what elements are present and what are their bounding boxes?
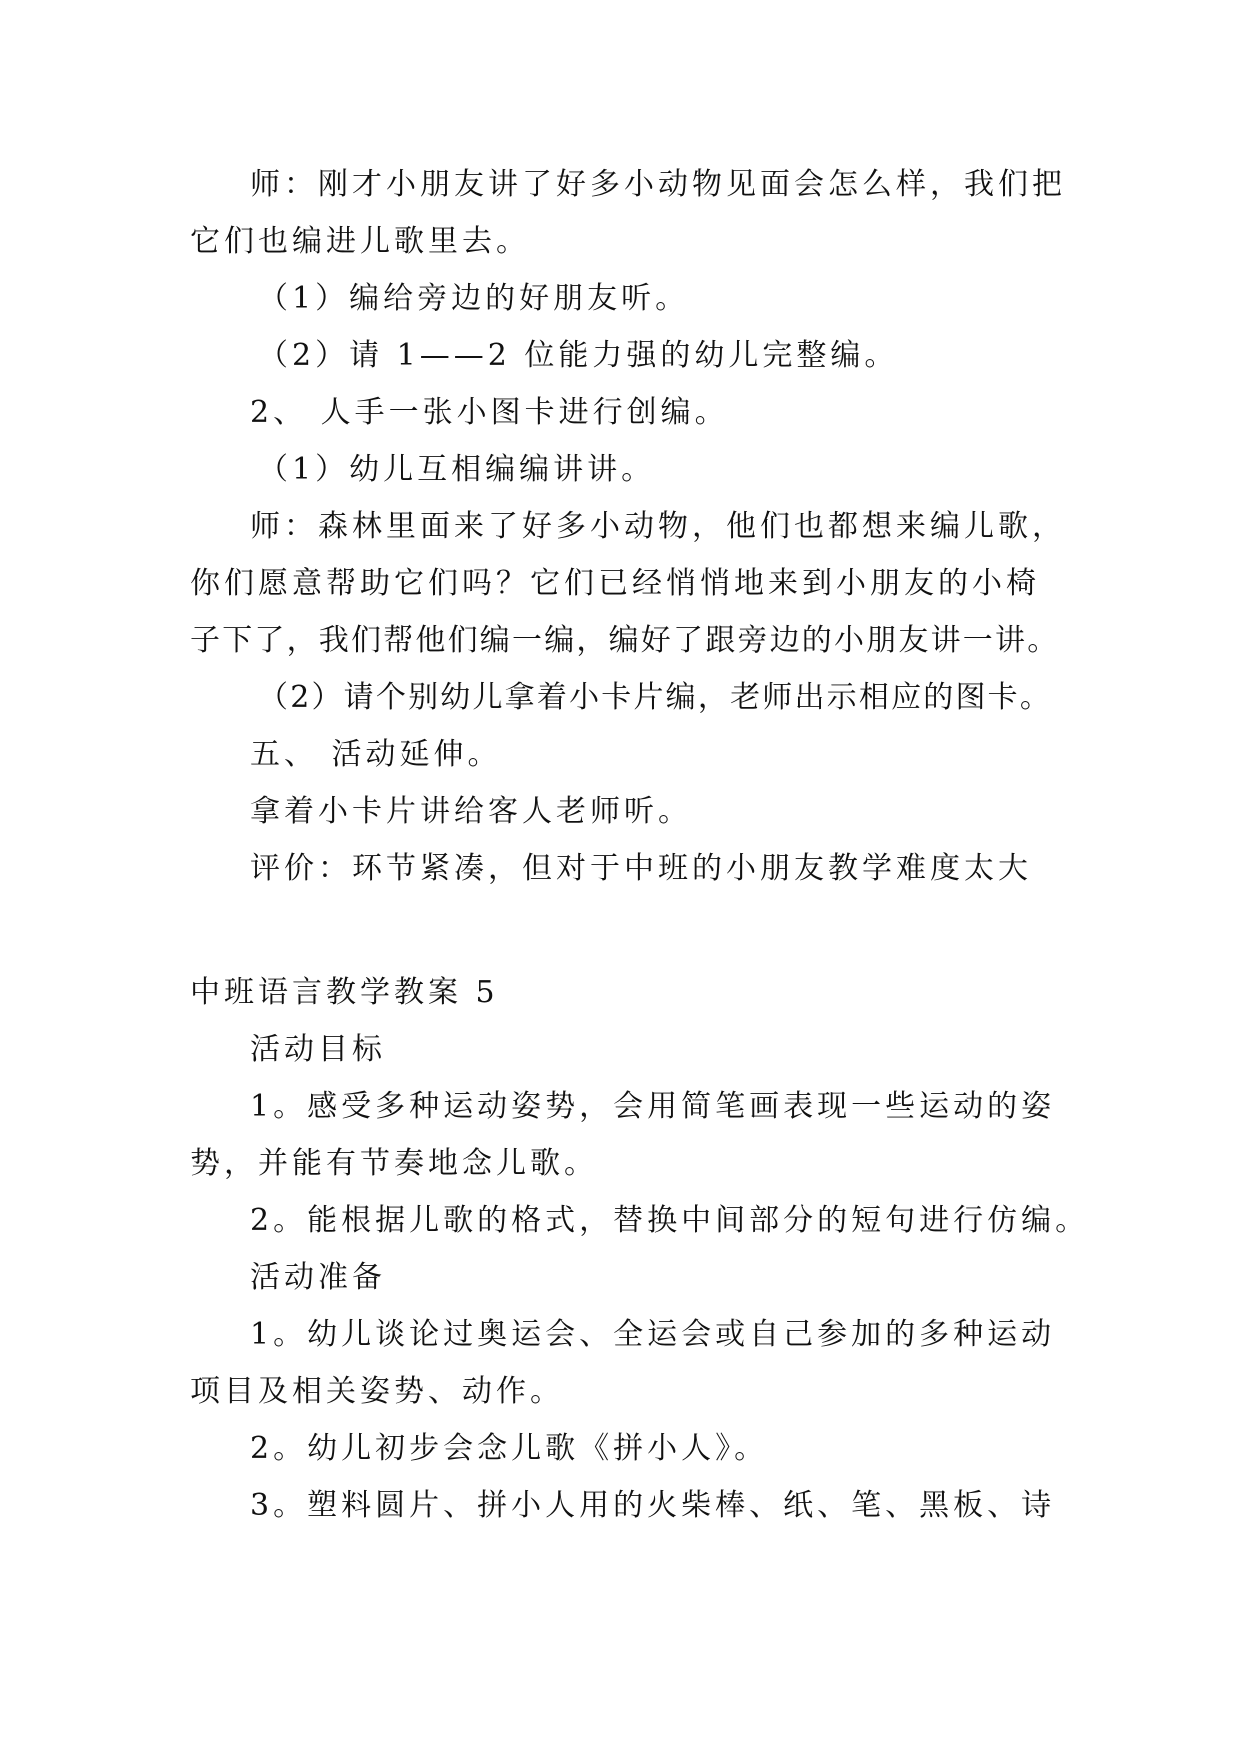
paragraph-line: （2）请个别幼儿拿着小卡片编，老师出示相应的图卡。	[258, 680, 1053, 715]
paragraph-line: 2、 人手一张小图卡进行创编。	[250, 395, 729, 430]
paragraph-line: （1）幼儿互相编编讲讲。	[258, 452, 656, 487]
subheading: 活动准备	[250, 1260, 386, 1295]
paragraph-line: 师：森林里面来了好多小动物，他们也都想来编儿歌，	[250, 509, 1066, 544]
paragraph-line: 它们也编进儿歌里去。	[190, 224, 530, 259]
paragraph-line: 师：刚才小朋友讲了好多小动物见面会怎么样，我们把	[250, 167, 1066, 202]
paragraph-line: 3。塑料圆片、拼小人用的火柴棒、纸、笔、黑板、诗	[250, 1488, 1056, 1523]
subheading: 活动目标	[250, 1032, 386, 1067]
paragraph-line: 1。感受多种运动姿势，会用简笔画表现一些运动的姿	[250, 1089, 1056, 1124]
paragraph-line: 拿着小卡片讲给客人老师听。	[250, 794, 692, 829]
paragraph-line: 2。能根据儿歌的格式，替换中间部分的短句进行仿编。	[250, 1203, 1090, 1238]
paragraph-line: 2。幼儿初步会念儿歌《拼小人》。	[250, 1431, 769, 1466]
paragraph-line: 1。幼儿谈论过奥运会、全运会或自己参加的多种运动	[250, 1317, 1056, 1352]
paragraph-line: 势，并能有节奏地念儿歌。	[190, 1146, 598, 1181]
paragraph-line: 评价：环节紧凑，但对于中班的小朋友教学难度太大	[250, 851, 1032, 886]
paragraph-line: 项目及相关姿势、动作。	[190, 1374, 564, 1409]
paragraph-line: 你们愿意帮助它们吗？它们已经悄悄地来到小朋友的小椅	[190, 566, 1040, 601]
paragraph-line: （2）请 1——2 位能力强的幼儿完整编。	[258, 338, 899, 373]
section-heading: 中班语言教学教案 5	[190, 975, 499, 1010]
paragraph-line: 子下了，我们帮他们编一编，编好了跟旁边的小朋友讲一讲。	[190, 623, 1060, 658]
paragraph-line: 五、 活动延伸。	[250, 737, 502, 772]
paragraph-line: （1）编给旁边的好朋友听。	[258, 281, 690, 316]
